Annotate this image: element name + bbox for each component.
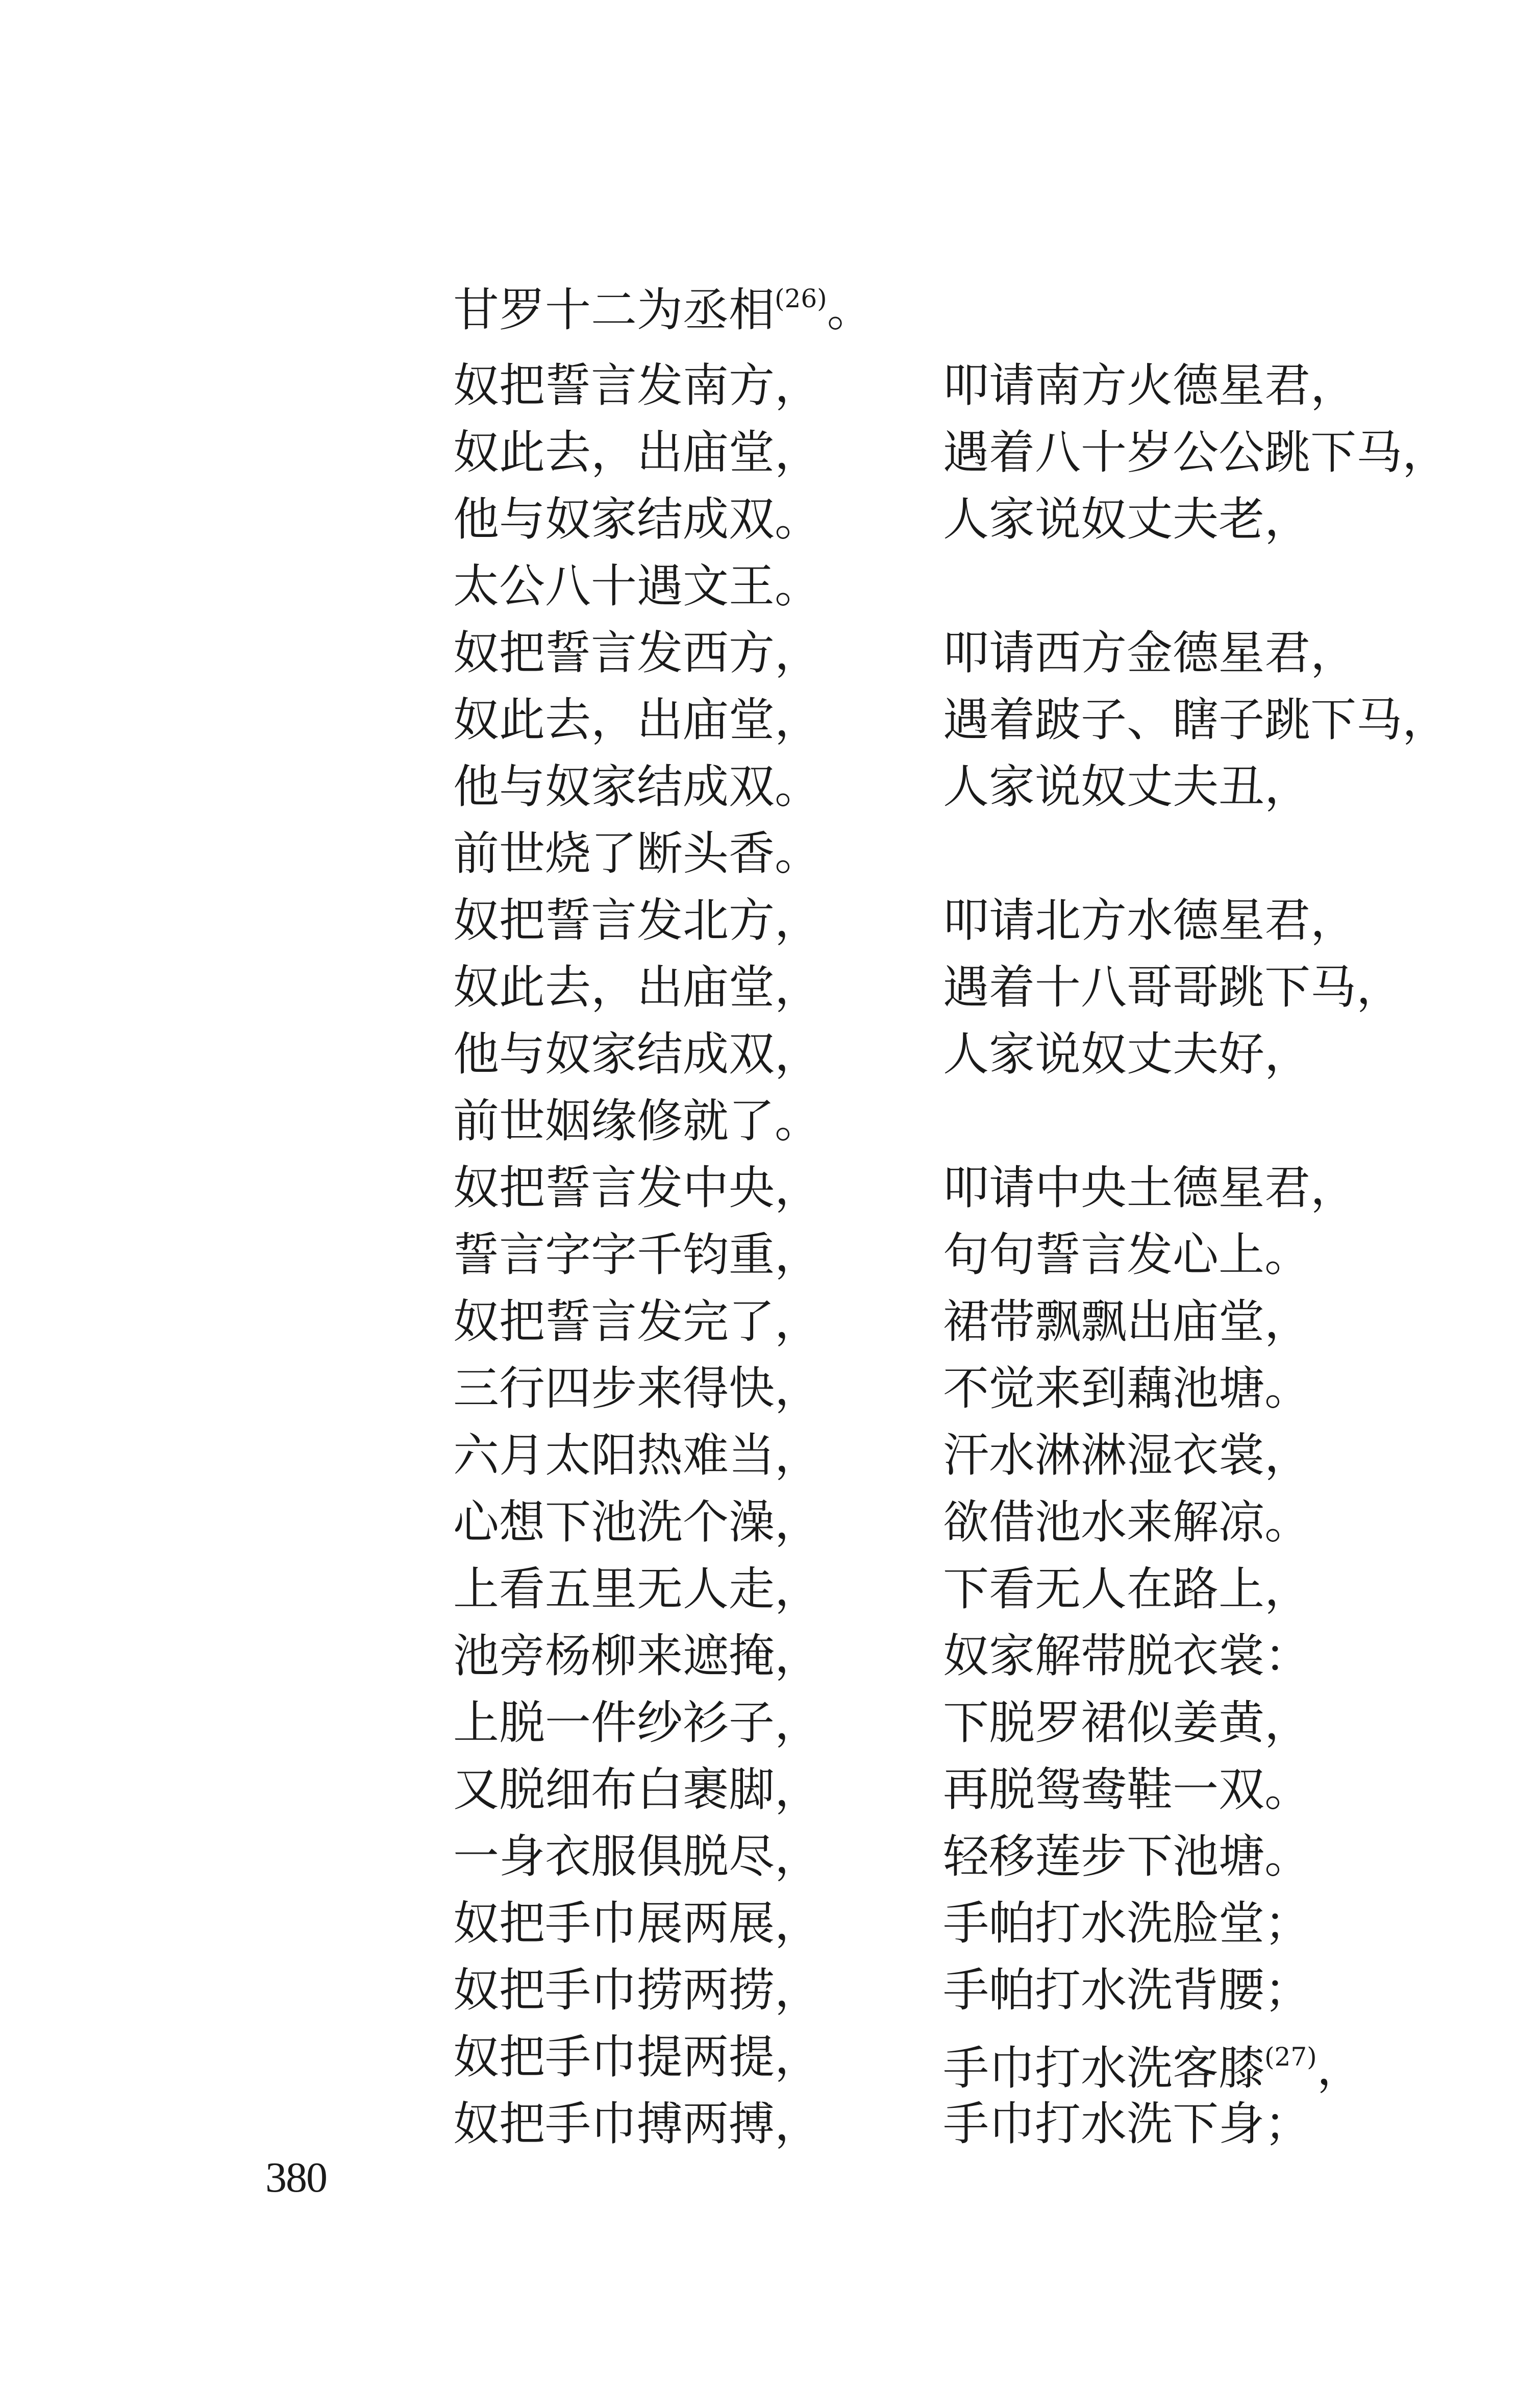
verse-row bbox=[453, 2091, 1514, 2157]
verse-left: 心想下池洗个澡， bbox=[453, 1495, 821, 1549]
verse-left: 上脱一件纱衫子， bbox=[453, 1696, 821, 1750]
verse-row bbox=[453, 1756, 1514, 1823]
verse-row bbox=[453, 419, 1514, 486]
verse-row bbox=[453, 1489, 1514, 1556]
verse-text: 手巾打水洗客膝 bbox=[943, 2042, 1264, 2095]
verse-right: 下脱罗裙似姜黄， bbox=[943, 1696, 1310, 1750]
verse-left: 又脱细布白裹脚， bbox=[453, 1763, 821, 1816]
verse-right: 再脱鸳鸯鞋一双。 bbox=[943, 1763, 1310, 1816]
verse-right: 句句誓言发心上。 bbox=[943, 1228, 1310, 1282]
verse-row bbox=[453, 352, 1514, 419]
verse-row bbox=[453, 486, 1514, 553]
verse-row bbox=[453, 887, 1514, 954]
verse-row bbox=[453, 1355, 1514, 1422]
verse-right: 手巾打水洗下身； bbox=[943, 2097, 1310, 2151]
verse-left: 前世烧了断头香。 bbox=[453, 827, 821, 880]
verse-left: 前世姻缘修就了。 bbox=[453, 1094, 821, 1148]
verse-left: 太公八十遇文王。 bbox=[453, 559, 821, 613]
page-number: 380 bbox=[265, 2154, 327, 2201]
verse-left: 六月太阳热难当， bbox=[453, 1429, 821, 1482]
verse-row bbox=[453, 1088, 1514, 1154]
footnote-marker: (27) bbox=[1264, 2042, 1317, 2072]
verse-left: 奴此去，出庙堂， bbox=[453, 693, 821, 747]
verse-left: 誓言字字千钧重， bbox=[453, 1228, 821, 1282]
verse-left: 他与奴家结成双， bbox=[453, 1027, 821, 1081]
verse-left: 奴把誓言发南方， bbox=[453, 359, 821, 412]
verse-left: 他与奴家结成双。 bbox=[453, 493, 821, 546]
verse-right: 叩请北方水德星君， bbox=[943, 894, 1356, 947]
verse-right: 奴家解带脱衣裳： bbox=[943, 1629, 1310, 1683]
verse-row bbox=[453, 954, 1514, 1021]
verse-left: 奴把手巾展两展， bbox=[453, 1897, 821, 1950]
verse-rows bbox=[453, 352, 1514, 2157]
verse-right: 欲借池水来解凉。 bbox=[943, 1495, 1310, 1549]
verse-left: 奴把手巾捞两捞， bbox=[453, 1963, 821, 2017]
verse-row bbox=[453, 1623, 1514, 1689]
verse-row bbox=[453, 820, 1514, 887]
verse-right: 人家说奴丈夫老， bbox=[943, 493, 1310, 546]
verse-right: 遇着十八哥哥跳下马， bbox=[943, 961, 1402, 1014]
verse-left: 奴此去，出庙堂， bbox=[453, 961, 821, 1014]
verse-row bbox=[453, 620, 1514, 686]
verse-text: 甘罗十二为丞相 bbox=[453, 283, 775, 337]
verse-left: 奴把手巾搏两搏， bbox=[453, 2097, 821, 2151]
verse-left: 奴把手巾提两提， bbox=[453, 2030, 821, 2084]
verse-right: 叩请中央土德星君， bbox=[943, 1161, 1356, 1215]
verse-right: 遇着八十岁公公跳下马， bbox=[943, 426, 1448, 479]
verse-row bbox=[453, 753, 1514, 820]
verse-right: 不觉来到藕池塘。 bbox=[943, 1362, 1310, 1415]
verse-row bbox=[453, 686, 1514, 753]
verse-row bbox=[453, 1288, 1514, 1355]
verse-left: 奴把誓言发完了， bbox=[453, 1295, 821, 1348]
verse-row bbox=[453, 2024, 1514, 2095]
verse-right: 汗水淋淋湿衣裳， bbox=[943, 1429, 1310, 1482]
verse-row bbox=[453, 1890, 1514, 1957]
verse-row bbox=[453, 1689, 1514, 1756]
verse-right: 遇着跛子、瞎子跳下马， bbox=[943, 693, 1448, 747]
verse-left: 一身衣服俱脱尽， bbox=[453, 1830, 821, 1883]
verse-row bbox=[453, 1221, 1514, 1288]
first-verse-line bbox=[453, 283, 873, 337]
verse-right: 手帕打水洗脸堂； bbox=[943, 1897, 1310, 1950]
verse-left: 奴把誓言发西方， bbox=[453, 626, 821, 680]
verse-row bbox=[453, 1154, 1514, 1221]
verse-row bbox=[453, 1556, 1514, 1623]
verse-right: 叩请南方火德星君， bbox=[943, 359, 1356, 412]
verse-right: 人家说奴丈夫丑， bbox=[943, 760, 1310, 814]
verse-left: 奴把誓言发中央， bbox=[453, 1161, 821, 1215]
verse-right: 手帕打水洗背腰； bbox=[943, 1963, 1310, 2017]
verse-row bbox=[453, 1823, 1514, 1890]
verse-right: 下看无人在路上， bbox=[943, 1562, 1310, 1616]
verse-punctuation: ， bbox=[1317, 2042, 1363, 2095]
verse-row bbox=[453, 1422, 1514, 1489]
verse-left: 池旁杨柳来遮掩， bbox=[453, 1629, 821, 1683]
footnote-marker: (26) bbox=[775, 284, 827, 313]
verse-right: 轻移莲步下池塘。 bbox=[943, 1830, 1310, 1883]
verse-right: 裙带飘飘出庙堂， bbox=[943, 1295, 1310, 1348]
verse-left: 奴把誓言发北方， bbox=[453, 894, 821, 947]
verse-left: 三行四步来得快， bbox=[453, 1362, 821, 1415]
verse-row bbox=[453, 553, 1514, 620]
verse-punctuation: 。 bbox=[827, 283, 873, 337]
verse-row bbox=[453, 1021, 1514, 1088]
verse-left: 他与奴家结成双。 bbox=[453, 760, 821, 814]
verse-left: 上看五里无人走， bbox=[453, 1562, 821, 1616]
verse-left: 奴此去，出庙堂， bbox=[453, 426, 821, 479]
verse-row bbox=[453, 1957, 1514, 2024]
verse-right: 叩请西方金德星君， bbox=[943, 626, 1356, 680]
verse-right: 人家说奴丈夫好， bbox=[943, 1027, 1310, 1081]
